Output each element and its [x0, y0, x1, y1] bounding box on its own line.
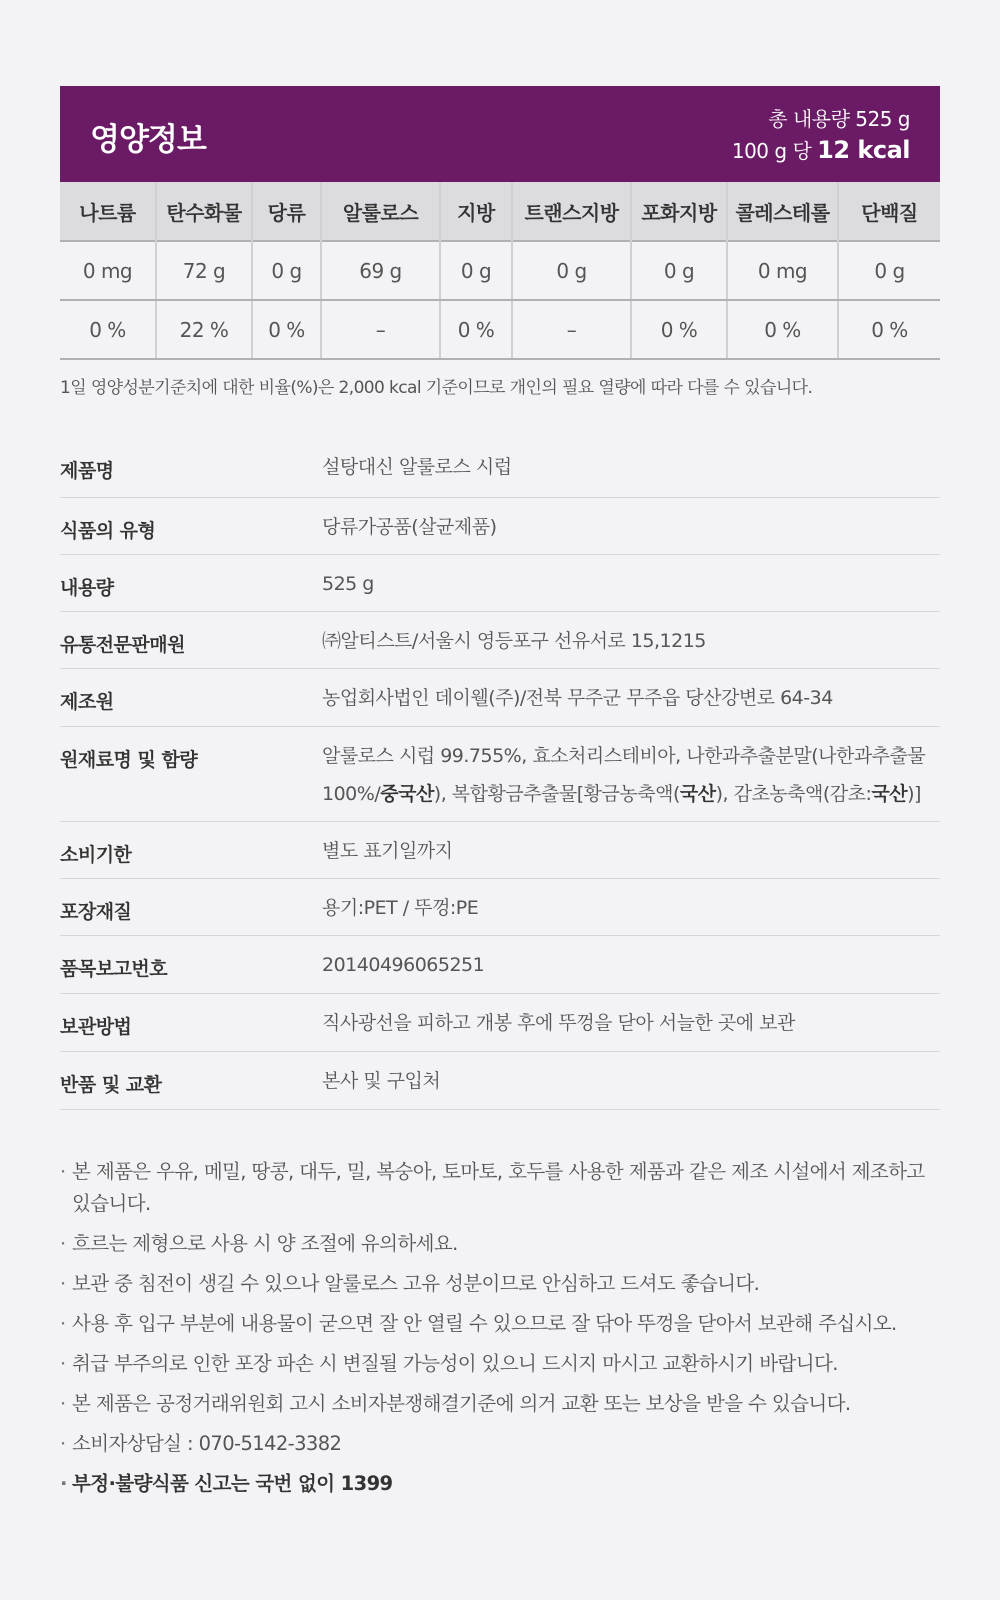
info-key: 유통전문판매원	[60, 634, 185, 656]
product-info-table	[60, 438, 940, 1110]
amount-cell: 0 g	[838, 241, 940, 300]
amount-cell: 0 g	[512, 241, 631, 300]
nutrient-header: 알룰로스	[321, 182, 440, 241]
ingredients-text: )]	[907, 783, 921, 805]
note-text: 취급 부주의로 인한 포장 파손 시 변질될 가능성이 있으니 드시지 마시고 교환하시기 바랍니다.	[72, 1352, 838, 1375]
note-item	[60, 1428, 940, 1460]
percent-cell: 0 %	[631, 300, 727, 359]
info-key: 내용량	[60, 577, 114, 599]
amount-cell: 0 g	[440, 241, 512, 300]
percent-cell: 0 %	[60, 300, 156, 359]
note-text: 사용 후 입구 부분에 내용물이 굳으면 잘 안 열릴 수 있으므로 잘 닦아 뚜껑을 닫아서 보관해 주십시오.	[72, 1312, 897, 1335]
amount-cell: 0 mg	[60, 241, 156, 300]
percent-cell: –	[512, 300, 631, 359]
note-item	[60, 1268, 940, 1300]
nutrition-title: 영양정보	[90, 122, 206, 158]
info-key: 반품 및 교환	[60, 1074, 162, 1096]
percent-cell: 22 %	[156, 300, 252, 359]
bullet-dot: ·	[60, 1272, 66, 1295]
nutrient-header: 당류	[252, 182, 321, 241]
info-value: 설탕대신 알룰로스 시럽	[322, 456, 512, 478]
per-serving	[732, 134, 910, 167]
info-row-ingredients	[60, 727, 940, 822]
per-prefix: 100 g 당	[731, 139, 818, 163]
amount-cell: 69 g	[321, 241, 440, 300]
info-row-returns	[60, 1052, 940, 1110]
info-key: 소비기한	[60, 844, 132, 866]
info-value-ingredients	[322, 719, 940, 821]
info-value: 직사광선을 피하고 개봉 후에 뚜껑을 닫아 서늘한 곳에 보관	[322, 1012, 795, 1034]
info-value: ㈜알티스트/서울시 영등포구 선유서로 15,1215	[322, 630, 706, 652]
origin-label: 국산	[679, 783, 716, 805]
percent-cell: –	[321, 300, 440, 359]
percent-row	[60, 300, 940, 359]
note-item	[60, 1308, 940, 1340]
nutrient-header: 콜레스테롤	[727, 182, 838, 241]
caution-notes	[60, 1156, 940, 1508]
info-value: 20140496065251	[322, 954, 485, 976]
nutrient-header: 단백질	[838, 182, 940, 241]
amount-cell: 0 g	[252, 241, 321, 300]
info-value: 농업회사법인 데이웰(주)/전북 무주군 무주읍 당산강변로 64-34	[322, 687, 833, 709]
info-value: 본사 및 구입처	[322, 1070, 441, 1092]
bullet-dot: ·	[60, 1472, 67, 1495]
consumer-hotline: 소비자상담실 : 070-5142-3382	[72, 1432, 342, 1455]
info-value: 525 g	[322, 573, 374, 595]
note-item	[60, 1156, 940, 1220]
ingredients-text: ), 감초농축액(감초:	[715, 783, 872, 805]
bullet-dot: ·	[60, 1392, 66, 1415]
nutrient-header: 나트륨	[60, 182, 156, 241]
info-value: 당류가공품(살균제품)	[322, 516, 497, 538]
info-row-product-name	[60, 438, 940, 498]
percent-cell: 0 %	[838, 300, 940, 359]
percent-cell: 0 %	[252, 300, 321, 359]
nutrition-footnote: 1일 영양성분기준치에 대한 비율(%)은 2,000 kcal 기준이므로 개인의 필요 열량에 따라 다를 수 있습니다.	[60, 378, 813, 398]
info-key: 품목보고번호	[60, 958, 168, 980]
nutrition-table	[60, 182, 940, 360]
bullet-dot: ·	[60, 1312, 66, 1335]
info-value: 별도 표기일까지	[322, 840, 453, 862]
bullet-dot: ·	[60, 1160, 66, 1183]
bullet-dot: ·	[60, 1352, 66, 1375]
percent-cell: 0 %	[440, 300, 512, 359]
info-key: 제품명	[60, 460, 114, 482]
note-text: 보관 중 침전이 생길 수 있으나 알룰로스 고유 성분이므로 안심하고 드셔도 좋습니다.	[72, 1272, 760, 1295]
info-key: 식품의 유형	[60, 520, 156, 542]
report-hotline: 부정·불량식품 신고는 국번 없이 1399	[72, 1472, 393, 1495]
note-item	[60, 1348, 940, 1380]
note-text: 본 제품은 우유, 메밀, 땅콩, 대두, 밀, 복숭아, 토마토, 호두를 사용한 제품과 같은 제조 시설에서 제조하고 있습니다.	[72, 1160, 925, 1215]
amount-cell: 0 mg	[727, 241, 838, 300]
percent-cell: 0 %	[727, 300, 838, 359]
nutrition-summary	[732, 104, 910, 167]
note-item-report	[60, 1468, 940, 1500]
note-text: 흐르는 제형으로 사용 시 양 조절에 유의하세요.	[72, 1232, 458, 1255]
nutrient-header: 탄수화물	[156, 182, 252, 241]
bullet-dot: ·	[60, 1232, 66, 1255]
origin-label: 중국산	[380, 783, 434, 805]
nutrition-header	[60, 86, 940, 182]
info-key: 포장재질	[60, 901, 132, 923]
kcal-value: 12 kcal	[817, 136, 910, 164]
nutrient-header: 지방	[440, 182, 512, 241]
info-value: 용기:PET / 뚜껑:PE	[322, 897, 479, 919]
info-key: 보관방법	[60, 1016, 132, 1038]
info-key: 원재료명 및 함량	[60, 749, 198, 771]
note-item	[60, 1228, 940, 1260]
ingredients-text: 알룰로스 시럽 99.755%, 효소처리스테비아, 나한과추출분말(나한과추출물 100%/	[322, 745, 926, 805]
amount-cell: 0 g	[631, 241, 727, 300]
nutrition-header-row	[60, 182, 940, 241]
bullet-dot: ·	[60, 1432, 66, 1455]
amount-cell: 72 g	[156, 241, 252, 300]
info-key: 제조원	[60, 691, 114, 713]
nutrient-header: 포화지방	[631, 182, 727, 241]
origin-label: 국산	[871, 783, 908, 805]
amount-row	[60, 241, 940, 300]
note-item	[60, 1388, 940, 1420]
note-text: 본 제품은 공정거래위원회 고시 소비자분쟁해결기준에 의거 교환 또는 보상을 받을 수 있습니다.	[72, 1392, 851, 1415]
nutrient-header: 트랜스지방	[512, 182, 631, 241]
total-content: 총 내용량 525 g	[768, 107, 910, 131]
ingredients-text: ), 복합황금추출물[황금농축액(	[433, 783, 680, 805]
